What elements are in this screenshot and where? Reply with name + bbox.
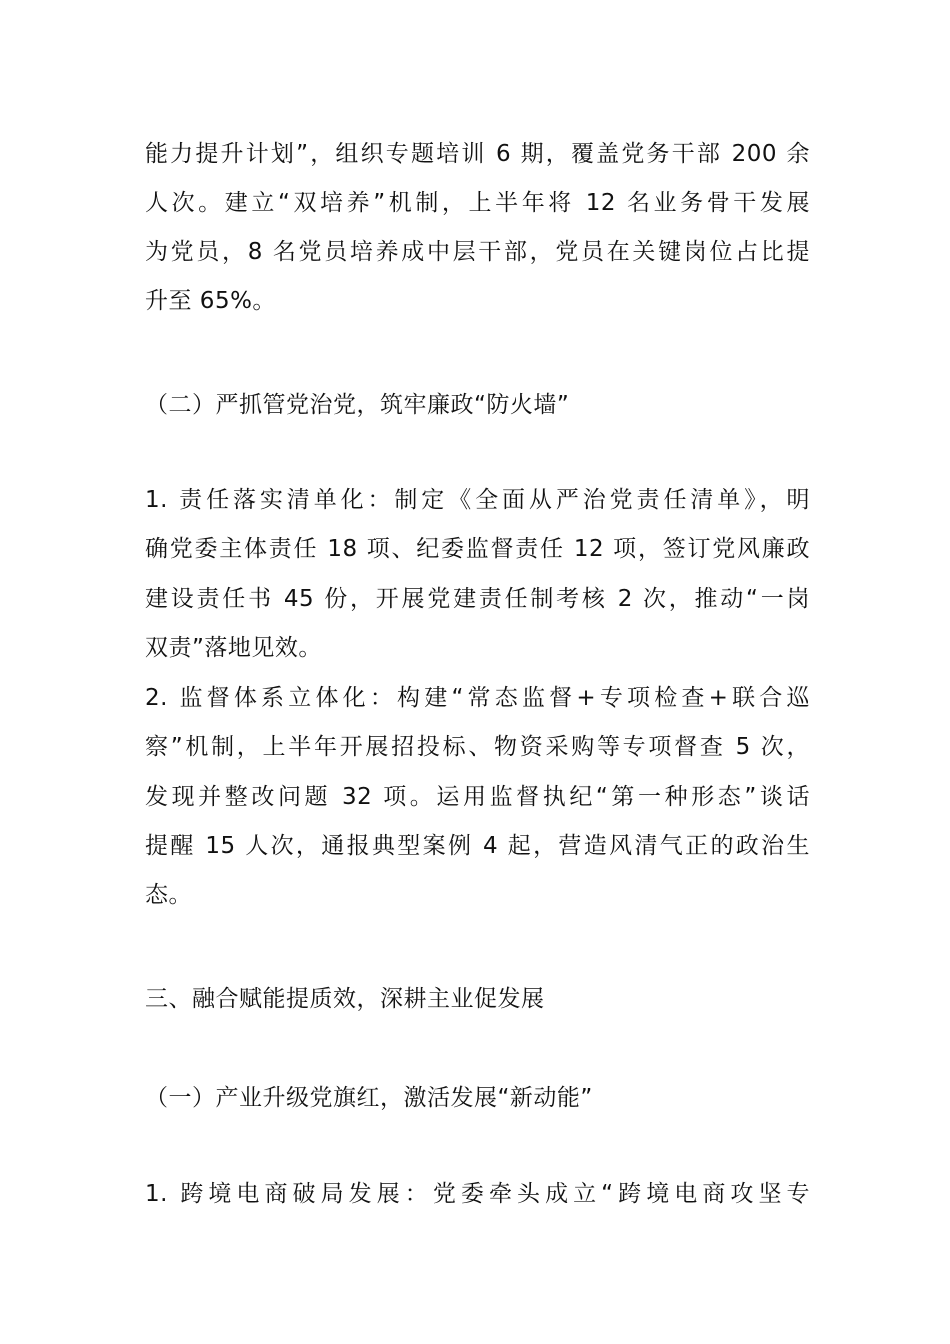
list-item-line: 1. 责任落实清单化：制定《全面从严治党责任清单》，明 — [145, 487, 810, 513]
paragraph-line: 能力提升计划”，组织专题培训 6 期，覆盖党务干部 200 余 — [145, 141, 810, 167]
section-heading: 三、融合赋能提质效，深耕主业促发展 — [145, 986, 545, 1012]
list-item-line: 双责”落地见效。 — [145, 635, 322, 661]
list-item-line: 2. 监督体系立体化：构建“常态监督+专项检查+联合巡 — [145, 685, 810, 711]
list-item-line: 建设责任书 45 份，开展党建责任制考核 2 次，推动“一岗 — [145, 586, 810, 612]
list-item-line: 提醒 15 人次，通报典型案例 4 起，营造风清气正的政治生 — [145, 833, 810, 859]
paragraph-line: 为党员，8 名党员培养成中层干部，党员在关键岗位占比提 — [145, 239, 810, 265]
list-item-line: 发现并整改问题 32 项。运用监督执纪“第一种形态”谈话 — [145, 784, 810, 810]
list-item-line: 1. 跨境电商破局发展：党委牵头成立“跨境电商攻坚专 — [145, 1181, 810, 1207]
list-item-line: 确党委主体责任 18 项、纪委监督责任 12 项，签订党风廉政 — [145, 536, 810, 562]
paragraph-line: 升至 65%。 — [145, 288, 276, 314]
subsection-heading: （一）产业升级党旗红，激活发展“新动能” — [145, 1085, 593, 1111]
list-item-line: 态。 — [145, 882, 192, 908]
section-heading: （二）严抓管党治党，筑牢廉政“防火墙” — [145, 392, 570, 418]
paragraph-line: 人次。建立“双培养”机制，上半年将 12 名业务骨干发展 — [145, 190, 810, 216]
list-item-line: 察”机制，上半年开展招投标、物资采购等专项督查 5 次， — [145, 734, 810, 760]
